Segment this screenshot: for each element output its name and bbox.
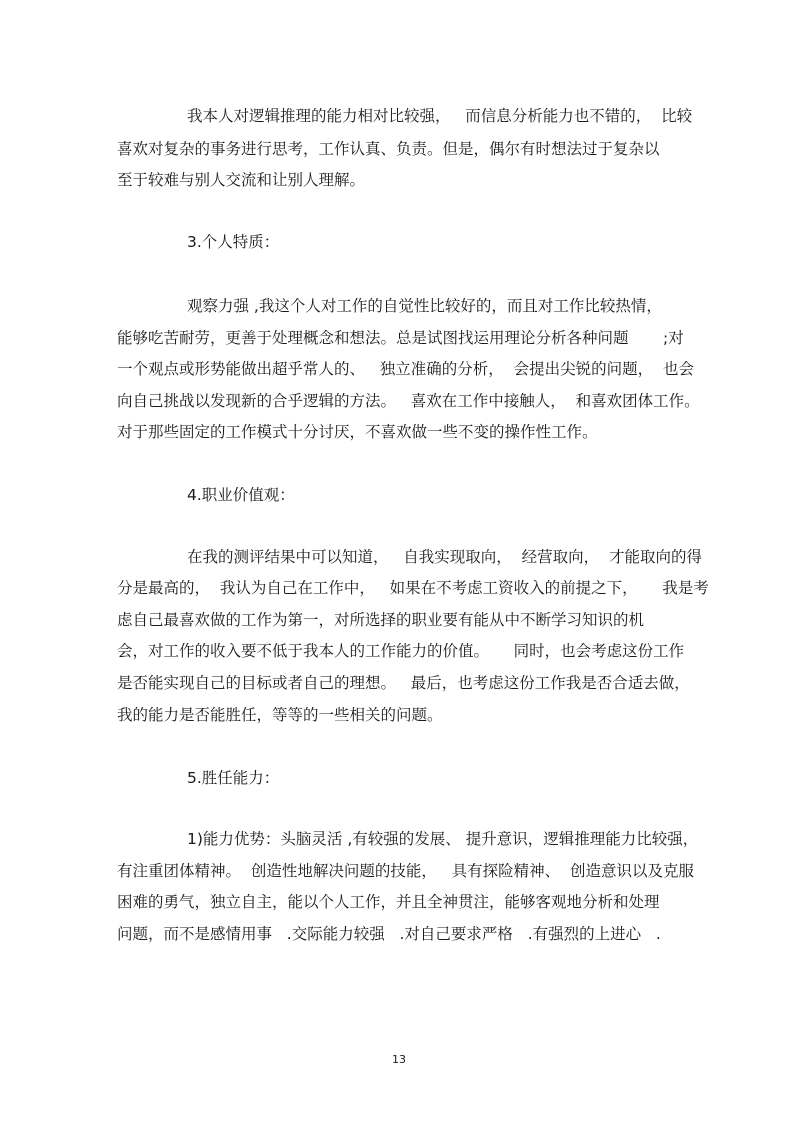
- text-line: 对于那些固定的工作模式十分讨厌，不喜欢做一些不变的操作性工作。: [117, 423, 598, 441]
- text-line: 一个观点或形势能做出超乎常人的、 独立准确的分析， 会提出尖锐的问题， 也会: [117, 360, 694, 378]
- text-line: 在我的测评结果中可以知道， 自我实现取向， 经营取向， 才能取向的得: [187, 548, 702, 566]
- page-number: 13: [392, 1053, 406, 1066]
- text-line: 是否能实现自己的目标或者自己的理想。 最后，也考虑这份工作我是否合适去做，: [117, 674, 690, 692]
- text-line: 1)能力优势：头脑灵活 ,有较强的发展、 提升意识，逻辑推理能力比较强，: [187, 830, 699, 848]
- text-line: 困难的勇气，独立自主，能以个人工作，并且全神贯注，能够客观地分析和处理: [117, 893, 660, 911]
- text-line: 我的能力是否能胜任，等等的一些相关的问题。: [117, 706, 443, 724]
- text-line: 能够吃苦耐劳，更善于处理概念和想法。总是试图找运用理论分析各种问题 ;对: [117, 329, 684, 347]
- text-line: 问题，而不是感情用事 .交际能力较强 .对自己要求严格 .有强烈的上进心 .: [117, 925, 661, 943]
- section-heading: 3.个人特质：: [187, 233, 280, 251]
- text-line: 分是最高的， 我认为自己在工作中， 如果在不考虑工资收入的前提之下， 我是考: [117, 579, 709, 597]
- text-line: 观察力强 ,我这个人对工作的自觉性比较好的，而且对工作比较热情，: [187, 297, 662, 315]
- text-line: 我本人对逻辑推理的能力相对比较强， 而信息分析能力也不错的， 比较: [187, 107, 693, 125]
- text-line: 会，对工作的收入要不低于我本人的工作能力的价值。 同时，也会考虑这份工作: [117, 642, 685, 660]
- text-line: 喜欢对复杂的事务进行思考，工作认真、负责。但是，偶尔有时想法过于复杂以: [117, 140, 660, 158]
- text-line: 向自己挑战以发现新的合乎逻辑的方法。 喜欢在工作中接触人， 和喜欢团体工作。: [117, 392, 700, 410]
- text-line: 至于较难与别人交流和让别人理解。: [117, 171, 366, 189]
- section-heading: 4.职业价值观：: [187, 486, 295, 504]
- text-line: 有注重团体精神。 创造性地解决问题的技能， 具有探险精神、 创造意识以及克服: [117, 862, 694, 880]
- section-heading: 5.胜任能力：: [187, 769, 280, 787]
- text-line: 虑自己最喜欢做的工作为第一，对所选择的职业要有能从中不断学习知识的机: [117, 611, 645, 629]
